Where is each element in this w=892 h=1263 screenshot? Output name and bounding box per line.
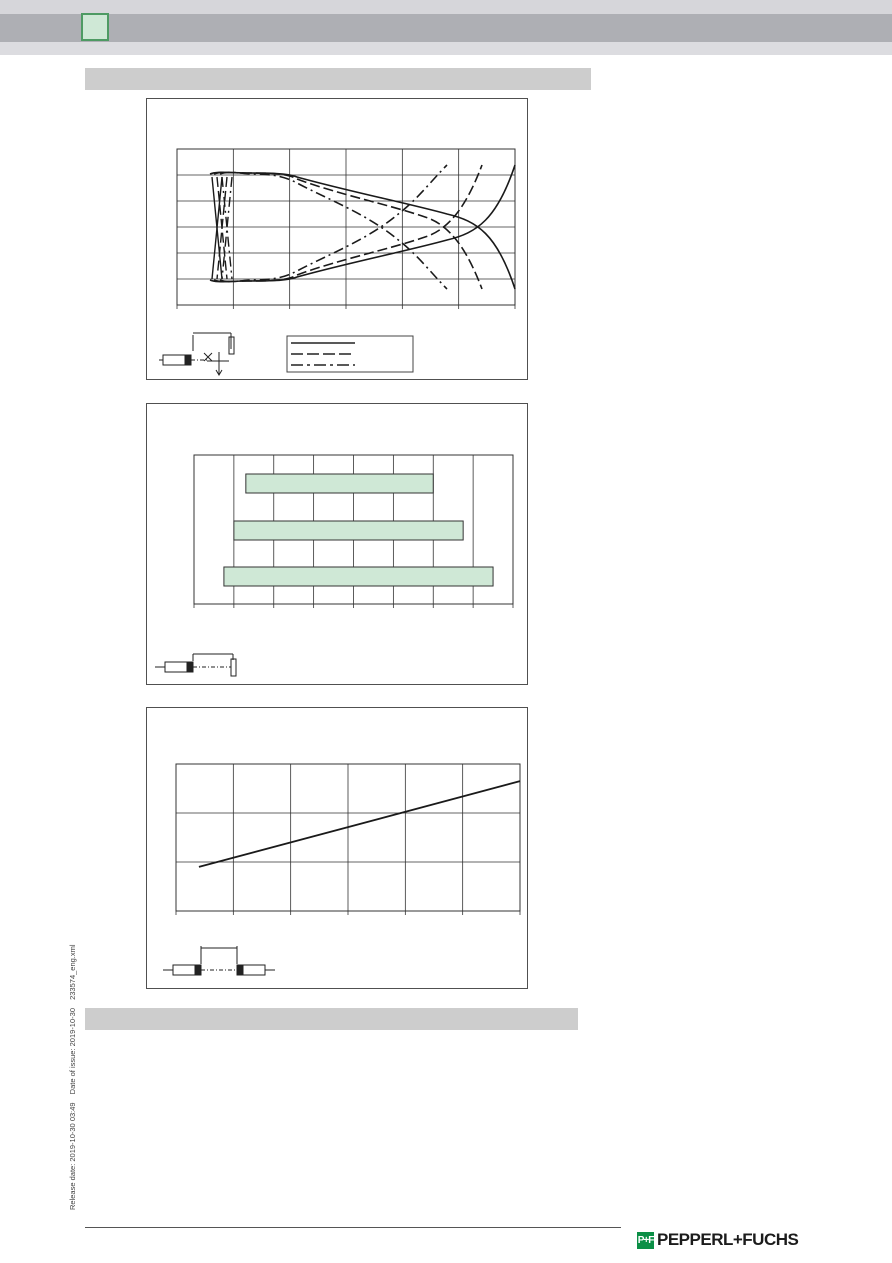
chart-2	[147, 404, 527, 684]
curve-lower-solid	[210, 165, 515, 282]
series-line	[199, 781, 520, 867]
brand-name: PEPPERL+FUCHS	[657, 1230, 799, 1249]
chart-panel-switching-curves	[146, 98, 528, 380]
axial-distance-diagram-icon	[155, 654, 236, 676]
section-heading-bar-accessories	[85, 1008, 578, 1030]
section-marker-icon	[81, 13, 109, 41]
brand-logo-icon: P+F	[637, 1232, 654, 1249]
footer-divider	[85, 1227, 621, 1228]
range-bar	[234, 521, 463, 540]
chart-1-legend	[287, 336, 413, 372]
chart-3-grid	[176, 764, 520, 915]
curve-upper-dash-dot	[220, 172, 447, 289]
chart-panel-switching-distance-bars	[146, 403, 528, 685]
curve-lower-dash-dot	[220, 165, 447, 282]
curve-upper-solid	[210, 172, 515, 289]
lateral-offset-diagram-icon	[159, 333, 234, 375]
issue-date: Date of issue: 2019-10-30	[68, 1008, 77, 1095]
release-date: Release date: 2019-10-30 03:49	[68, 1102, 77, 1210]
chart-3-lines	[199, 781, 520, 867]
chart-2-bars	[224, 474, 493, 586]
header-band-under	[0, 42, 892, 55]
chart-1	[147, 99, 527, 379]
chart-3	[147, 708, 527, 988]
range-bar	[246, 474, 433, 493]
brand-logo	[637, 1229, 798, 1251]
header-band	[0, 14, 892, 42]
two-sensors-diagram-icon	[163, 946, 275, 975]
release-info-vertical	[68, 944, 77, 1210]
range-bar	[224, 567, 493, 586]
header-band-light	[0, 0, 892, 14]
section-heading-bar-characteristics	[85, 68, 591, 90]
document-id: 233574_eng.xml	[68, 944, 77, 1000]
chart-panel-distance-line	[146, 707, 528, 989]
